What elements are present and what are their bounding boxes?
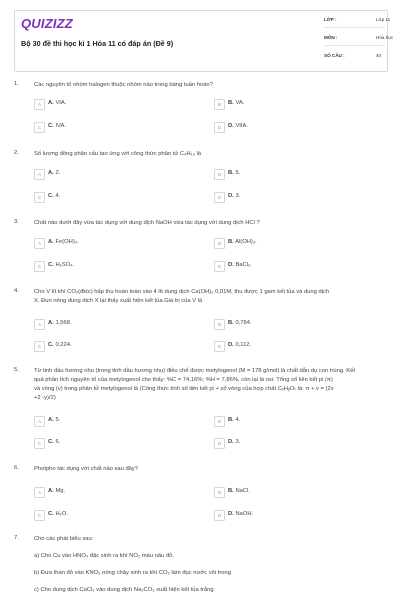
question-text-line: +2 -y)/2) [34, 395, 56, 401]
question-text: Số lượng đồng phân cấu tạo ứng với công thức phân tử C₄H₁₀ là [34, 151, 202, 157]
question-text [34, 367, 384, 403]
option-a[interactable] [34, 169, 194, 180]
option-letter-box: B [214, 238, 225, 249]
option-label: D. 3. [228, 439, 241, 445]
meta-count-key: SỐ CÂU : [324, 53, 345, 58]
option-letter-box: C [34, 261, 45, 272]
meta-divider [324, 45, 385, 46]
option-b[interactable] [214, 416, 374, 427]
option-letter-box: D [214, 122, 225, 133]
question-number: 4. [14, 288, 19, 294]
option-label: C. IVA. [48, 123, 66, 129]
option-label: A. 5. [48, 417, 61, 423]
question-text-line: X. Đun nóng dung dịch X lại thấy xuất hiện kết tủa.Giá trị của V là [34, 298, 203, 304]
question-text-line: Cho V lít khí CO₂(đktc) hấp thụ hoàn toàn vào 4 lít dung dịch Ca(OH)₂ 0,01M, thu được 1 gam kết tủa và dung dịch [34, 289, 330, 295]
question-text-line: và vòng (v) trong phân tử metylogenol là (Công thức tính số liên kết pi + số vòng của hợp chất CₓHᵧOₜ là: π + v = (2x [34, 386, 334, 392]
option-letter-box: C [34, 510, 45, 521]
question-number: 1. [14, 81, 19, 87]
option-label: B. 0,784. [228, 320, 252, 326]
option-letter-box: D [214, 192, 225, 203]
option-c[interactable] [34, 438, 194, 449]
option-label: D. VIIA. [228, 123, 249, 129]
option-letter-box: C [34, 438, 45, 449]
quiz-header [14, 10, 394, 72]
option-label: C. H₂O. [48, 511, 68, 517]
option-letter-box: B [214, 487, 225, 498]
meta-subject-key: MÔN : [324, 35, 338, 40]
option-letter-box: D [214, 341, 225, 352]
option-c[interactable] [34, 341, 194, 352]
option-letter-box: B [214, 99, 225, 110]
option-d[interactable] [214, 261, 374, 272]
option-a[interactable] [34, 99, 194, 110]
option-label: B. VA. [228, 100, 245, 106]
option-label: D. 0,112. [228, 342, 252, 348]
option-label: B. 5. [228, 170, 241, 176]
option-d[interactable] [214, 341, 374, 352]
meta-class-key: LỚP : [324, 17, 337, 22]
option-label: A. VIA. [48, 100, 67, 106]
question-number: 3. [14, 219, 19, 225]
option-letter-box: D [214, 510, 225, 521]
meta-class-value: Lớp 11 [376, 17, 391, 22]
meta-divider [324, 27, 385, 28]
option-d[interactable] [214, 510, 374, 521]
option-label: D. NaOH. [228, 511, 254, 517]
option-d[interactable] [214, 438, 374, 449]
document-title: Bộ 30 đề thi học kì 1 Hóa 11 có đáp án (Đề 9) [21, 39, 174, 48]
question-number: 5. [14, 367, 19, 373]
option-letter-box: B [214, 319, 225, 330]
option-letter-box: B [214, 169, 225, 180]
option-c[interactable] [34, 510, 194, 521]
option-a[interactable] [34, 487, 194, 498]
option-letter-box: A [34, 319, 45, 330]
option-label: B. Al(OH)₃. [228, 239, 257, 245]
option-letter-box: D [214, 438, 225, 449]
option-letter-box: A [34, 487, 45, 498]
option-a[interactable] [34, 238, 194, 249]
option-letter-box: A [34, 99, 45, 110]
option-label: D. 3. [228, 193, 241, 199]
option-letter-box: A [34, 169, 45, 180]
meta-count [324, 47, 387, 67]
option-label: C. H₂SO₄. [48, 262, 75, 268]
question-text-line: quả phân tích nguyên tố của metylogenol cho thấy: %C = 74,16%; %H = 7,86%, còn lại là oxi. Tổng số liên kết pi (π) [34, 377, 333, 383]
question-text: Các nguyên tố nhóm halogen thuộc nhóm nào trong bảng tuần hoàn? [34, 82, 213, 88]
option-label: A. 1,568. [48, 320, 72, 326]
statement-b: b) Đưa than đỏ vào KNO₃ nóng chảy sinh ra khí CO₂ làm đục nước vôi trong [34, 570, 231, 576]
option-b[interactable] [214, 99, 374, 110]
option-label: A. Mg. [48, 488, 66, 494]
option-label: B. 4. [228, 417, 241, 423]
option-letter-box: A [34, 416, 45, 427]
option-label: C. 0,224. [48, 342, 72, 348]
statement-c: c) Cho dung dịch CaCl₂ vào dung dịch Na₂CO₃ xuất hiện kết tủa trắng [34, 587, 214, 593]
header-meta [324, 11, 394, 71]
option-label: D. BaCl₂. [228, 262, 252, 268]
meta-subject-value: Hóa học [376, 35, 394, 40]
quizizz-logo: QUIZIZZ [21, 16, 73, 31]
option-a[interactable] [34, 319, 194, 330]
option-b[interactable] [214, 487, 374, 498]
option-letter-box: C [34, 341, 45, 352]
question-text: Cho các phát biểu sau: [34, 536, 94, 542]
question-number: 6. [14, 465, 19, 471]
option-label: A. 2. [48, 170, 61, 176]
option-label: A. Fe(OH)₃. [48, 239, 79, 245]
question-number: 7. [14, 535, 19, 541]
option-b[interactable] [214, 319, 374, 330]
option-letter-box: B [214, 416, 225, 427]
question-text: Chất nào dưới đây vừa tác dụng với dung dịch NaOH vừa tác dụng với dung dịch HCl ? [34, 220, 260, 226]
option-label: B. NaCl. [228, 488, 250, 494]
meta-count-value: 40 [376, 53, 382, 58]
option-letter-box: C [34, 122, 45, 133]
option-c[interactable] [34, 192, 194, 203]
option-d[interactable] [214, 122, 374, 133]
option-d[interactable] [214, 192, 374, 203]
question-text [34, 288, 384, 306]
option-a[interactable] [34, 416, 194, 427]
option-label: C. 4. [48, 193, 61, 199]
question-number: 2. [14, 150, 19, 156]
question-text: Photpho tác dụng với chất nào sau đây? [34, 466, 139, 472]
option-letter-box: C [34, 192, 45, 203]
option-b[interactable] [214, 169, 374, 180]
option-letter-box: D [214, 261, 225, 272]
option-b[interactable] [214, 238, 374, 249]
meta-class [324, 11, 391, 31]
meta-subject [324, 29, 394, 49]
option-c[interactable] [34, 122, 194, 133]
question-text-line: Từ tinh dầu hương nhu (trong tinh dầu hương nhu) điều chế được metylogenol (M = 178 g/mol) là chất dẫn dụ con trùng. Kết [34, 368, 355, 374]
option-letter-box: A [34, 238, 45, 249]
option-c[interactable] [34, 261, 194, 272]
statement-a: a) Cho Cu vào HNO₃ đặc sinh ra khí NO₂ màu nâu đỏ. [34, 553, 174, 559]
option-label: C. 6. [48, 439, 61, 445]
